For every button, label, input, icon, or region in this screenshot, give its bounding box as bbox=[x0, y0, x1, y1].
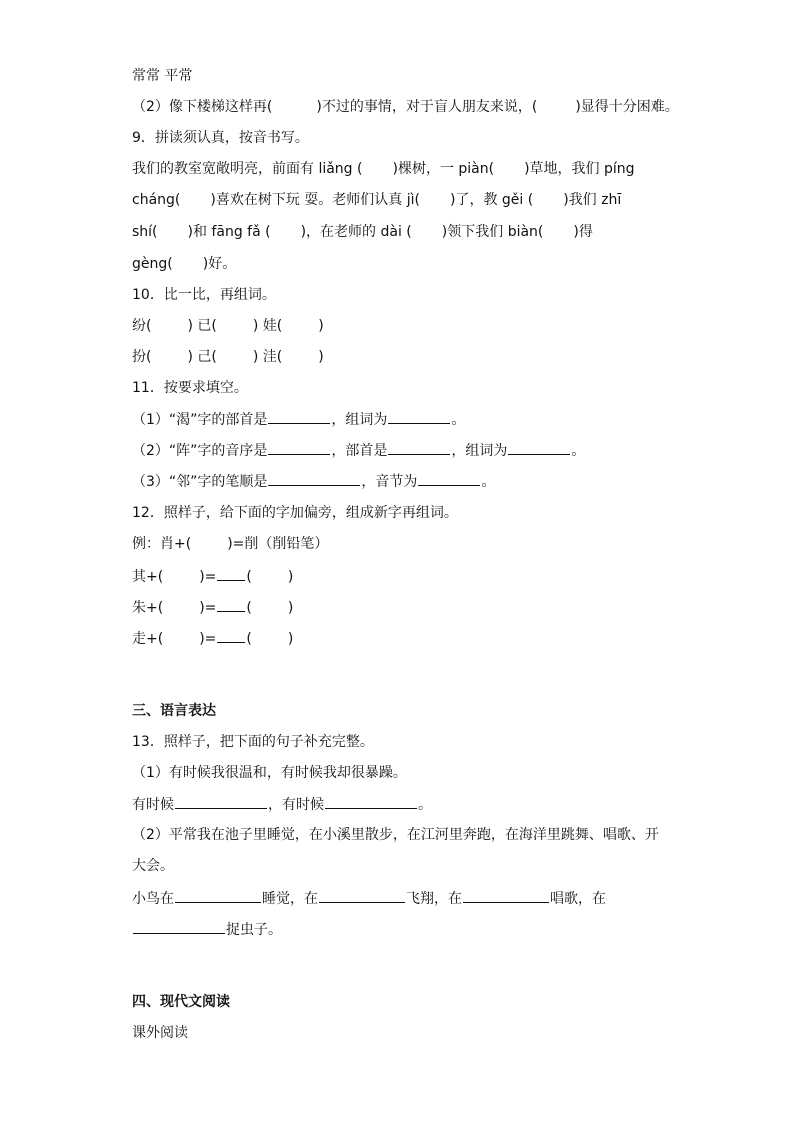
answer-blank[interactable] bbox=[217, 316, 253, 330]
answer-blank[interactable] bbox=[151, 316, 187, 330]
answer-blank[interactable] bbox=[173, 254, 203, 268]
section-3-heading: 三、语言表达 bbox=[132, 703, 216, 719]
answer-underline[interactable] bbox=[217, 597, 245, 612]
answer-underline[interactable] bbox=[175, 794, 267, 809]
question-12-row-1: 其+( )= ( ) bbox=[132, 566, 293, 587]
question-13-part-1-answer: 有时候 ，有时候 。 bbox=[132, 794, 432, 815]
answer-underline[interactable] bbox=[133, 919, 225, 934]
answer-underline[interactable] bbox=[268, 409, 330, 424]
question-9-line-4: gèng( )好。 bbox=[132, 256, 237, 272]
question-11-title: 11．按要求填空。 bbox=[132, 380, 248, 396]
reading-subtitle: 课外阅读 bbox=[132, 1025, 188, 1041]
answer-underline[interactable] bbox=[268, 471, 360, 486]
answer-blank[interactable] bbox=[252, 598, 288, 612]
answer-blank[interactable] bbox=[271, 222, 301, 236]
answer-blank[interactable] bbox=[180, 190, 210, 204]
answer-blank[interactable] bbox=[272, 97, 316, 111]
question-12-example: 例：肖+( )=削（削铅笔） bbox=[132, 536, 329, 552]
answer-blank[interactable] bbox=[151, 347, 187, 361]
question-9-line-1: 我们的教室宽敞明亮，前面有 liǎng ( )棵树，一 piàn( )草地，我们 píng bbox=[132, 161, 635, 177]
question-13-title: 13．照样子，把下面的句子补充完整。 bbox=[132, 734, 374, 750]
answer-blank[interactable] bbox=[252, 567, 288, 581]
answer-underline[interactable] bbox=[319, 888, 405, 903]
answer-underline[interactable] bbox=[217, 628, 245, 643]
answer-blank[interactable] bbox=[163, 629, 199, 643]
answer-underline[interactable] bbox=[268, 440, 330, 455]
answer-blank[interactable] bbox=[362, 159, 392, 173]
example-blank bbox=[191, 534, 227, 548]
question-10-row-1: 纷( ) 已( ) 娃( ) bbox=[132, 318, 324, 334]
question-12-row-3: 走+( )= ( ) bbox=[132, 628, 293, 649]
answer-underline[interactable] bbox=[388, 440, 450, 455]
question-11-part-1: （1）“渴”字的部首是 ，组词为 。 bbox=[132, 409, 465, 430]
answer-underline[interactable] bbox=[325, 794, 417, 809]
answer-blank[interactable] bbox=[282, 316, 318, 330]
question-10-title: 10．比一比，再组词。 bbox=[132, 287, 276, 303]
question-9-line-2: cháng( )喜欢在树下玩 耍。老师们认真 jì( )了，教 gěi ( )我们 zhī bbox=[132, 192, 622, 208]
answer-blank[interactable] bbox=[163, 598, 199, 612]
question-10-row-2: 扮( ) 己( ) 洼( ) bbox=[132, 349, 324, 365]
answer-blank[interactable] bbox=[537, 97, 575, 111]
question-13-part-2-answer: 小鸟在 睡觉，在 飞翔，在 唱歌，在 bbox=[132, 888, 606, 909]
answer-blank[interactable] bbox=[163, 567, 199, 581]
question-13-part-1-example: （1）有时候我很温和，有时候我却很暴躁。 bbox=[132, 765, 407, 781]
answer-blank[interactable] bbox=[494, 159, 524, 173]
question-13-part-2-example: （2）平常我在池子里睡觉，在小溪里散步，在江河里奔跑，在海洋里跳舞、唱歌、开 bbox=[132, 827, 659, 843]
answer-blank[interactable] bbox=[282, 347, 318, 361]
answer-blank[interactable] bbox=[412, 222, 442, 236]
question-13-part-2-answer-cont: 捉虫子。 bbox=[132, 919, 282, 940]
answer-underline[interactable] bbox=[175, 888, 261, 903]
answer-underline[interactable] bbox=[418, 471, 480, 486]
answer-underline[interactable] bbox=[388, 409, 450, 424]
answer-blank[interactable] bbox=[543, 222, 573, 236]
question-13-part-2-example-cont: 大会。 bbox=[132, 858, 174, 874]
question-11-part-3: （3）“邻”字的笔顺是 ，音节为 。 bbox=[132, 471, 495, 492]
question-12-row-2: 朱+( )= ( ) bbox=[132, 597, 293, 618]
answer-blank[interactable] bbox=[533, 190, 563, 204]
answer-underline[interactable] bbox=[508, 440, 570, 455]
answer-underline[interactable] bbox=[217, 566, 245, 581]
question-12-title: 12．照样子，给下面的字加偏旁，组成新字再组词。 bbox=[132, 505, 458, 521]
question-9-line-3: shí( )和 fāng fǎ ( )，在老师的 dài ( )领下我们 biàn( )得 bbox=[132, 224, 593, 240]
answer-blank[interactable] bbox=[217, 347, 253, 361]
answer-underline[interactable] bbox=[463, 888, 549, 903]
answer-blank[interactable] bbox=[252, 629, 288, 643]
answer-blank[interactable] bbox=[158, 222, 188, 236]
text-line: 常常 平常 bbox=[132, 68, 193, 84]
question-9-title: 9．拼读须认真，按音书写。 bbox=[132, 130, 309, 146]
question-8-part-2: （2）像下楼梯这样再( )不过的事情，对于盲人朋友来说，( )显得十分困难。 bbox=[132, 99, 679, 115]
question-11-part-2: （2）“阵”字的音序是 ，部首是 ，组词为 。 bbox=[132, 440, 585, 461]
section-4-heading: 四、现代文阅读 bbox=[132, 994, 230, 1010]
answer-blank[interactable] bbox=[420, 190, 450, 204]
